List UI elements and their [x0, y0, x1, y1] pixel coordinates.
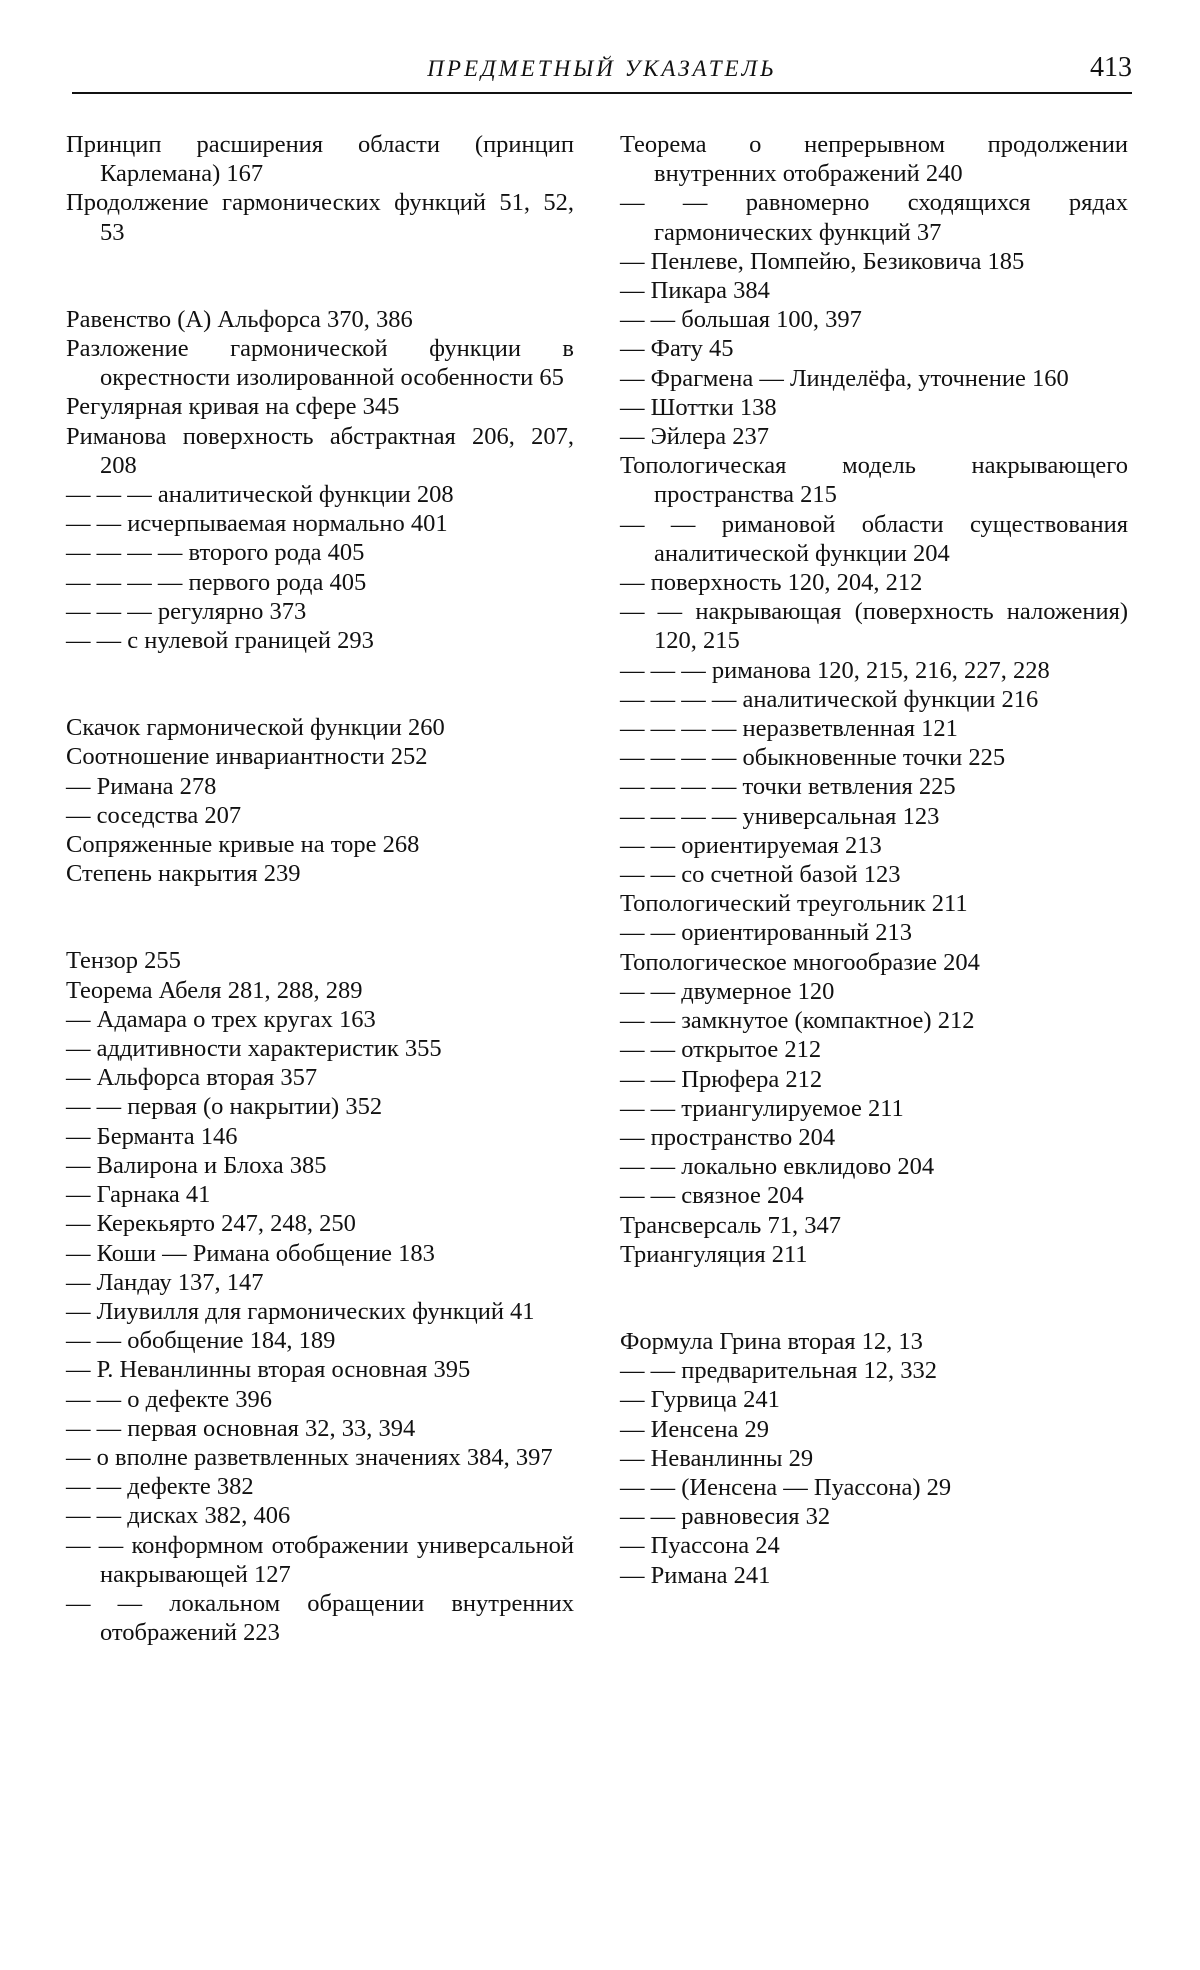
index-entry: Разложение гармонической функции в окрестности изолированной особенности 65: [66, 335, 574, 392]
index-entry: Топологическое многообразие 204: [620, 948, 980, 976]
index-entry: — — со счетной базой 123: [620, 861, 901, 889]
index-entry: Степень накрытия 239: [66, 860, 301, 888]
index-entry: — — ориентируемая 213: [620, 831, 882, 859]
index-entry: Принцип расширения области (принцип Карлемана) 167: [66, 131, 574, 188]
index-entry: — — — — универсальная 123: [620, 802, 940, 830]
index-entry: — — — — точки ветвления 225: [620, 773, 956, 801]
index-entry: — Римана 278: [66, 772, 217, 800]
index-entry: Топологический треугольник 211: [620, 890, 968, 918]
index-entry: Тензор 255: [66, 947, 181, 975]
header-rule: [72, 92, 1132, 94]
index-entry: — Ландау 137, 147: [66, 1268, 264, 1296]
index-entry: Равенство (А) Альфорса 370, 386: [66, 305, 413, 333]
index-entry: — — конформном отображении универсальной накрывающей 127: [66, 1531, 574, 1588]
index-entry: Топологическая модель накрывающего пространства 215: [620, 452, 1128, 509]
index-entry: — — открытое 212: [620, 1036, 822, 1064]
index-entry: — Альфорса вторая 357: [66, 1064, 318, 1092]
index-entry: Триангуляция 211: [620, 1240, 808, 1268]
index-entry: — — ориентированный 213: [620, 919, 912, 947]
index-entry: — — дефекте 382: [66, 1473, 254, 1501]
index-entry: — Лиувилля для гармонических функций 41: [66, 1297, 535, 1325]
index-entry: — — — — обыкновенные точки 225: [620, 744, 1006, 772]
index-entry: — — — — первого рода 405: [66, 568, 367, 596]
index-entry: Продолжение гармонических функций 51, 52, 53: [66, 189, 574, 246]
index-entry: — Иенсена 29: [620, 1415, 769, 1443]
running-head: ПРЕДМЕТНЫЙ УКАЗАТЕЛЬ: [427, 56, 777, 81]
index-entry: Риманова поверхность абстрактная 206, 207, 208: [66, 422, 574, 479]
index-entry: Сопряженные кривые на торе 268: [66, 831, 420, 859]
index-entry: — — предварительная 12, 332: [620, 1357, 937, 1385]
index-entry: — Гарнака 41: [66, 1181, 211, 1209]
index-entry: Трансверсаль 71, 347: [620, 1211, 841, 1239]
index-entry: — — первая (о накрытии) 352: [66, 1093, 383, 1121]
index-entry: — пространство 204: [620, 1123, 836, 1151]
index-entry: — — дисках 382, 406: [66, 1502, 291, 1530]
index-entry: Соотношение инвариантности 252: [66, 743, 428, 771]
index-entry: — — римановой области существования аналитической функции 204: [620, 510, 1128, 567]
index-entry: — — — аналитической функции 208: [66, 481, 454, 509]
index-entry: — — — — второго рода 405: [66, 539, 365, 567]
page-number: 413: [1090, 52, 1132, 83]
index-entry: Скачок гармонической функции 260: [66, 714, 445, 742]
index-entry: — Пуассона 24: [620, 1532, 780, 1560]
index-entry: — — о дефекте 396: [66, 1385, 273, 1413]
index-entry: — — (Иенсена — Пуассона) 29: [620, 1473, 952, 1501]
section-gap: [66, 247, 574, 305]
index-entry: — Шоттки 138: [620, 393, 777, 421]
index-entry: — Керекьярто 247, 248, 250: [66, 1210, 356, 1238]
index-entry: — о вполне разветвленных значениях 384, 397: [66, 1443, 553, 1471]
index-entry: Теорема о непрерывном продолжении внутренних отображений 240: [620, 131, 1128, 188]
index-entry: — — — — неразветвленная 121: [620, 715, 958, 743]
index-entry: — Адамара о трех кругах 163: [66, 1005, 376, 1033]
index-entry: — — — риманова 120, 215, 216, 227, 228: [620, 656, 1050, 684]
index-column-left: [66, 130, 574, 1647]
index-entry: — — первая основная 32, 33, 394: [66, 1414, 416, 1442]
index-entry: — Коши — Римана обобщение 183: [66, 1239, 435, 1267]
index-entry: — поверхность 120, 204, 212: [620, 569, 923, 597]
index-entry: Теорема Абеля 281, 288, 289: [66, 976, 363, 1004]
index-entry: — — большая 100, 397: [620, 306, 862, 334]
index-entry: — Фрагмена — Линделёфа, уточнение 160: [620, 364, 1069, 392]
index-column-right: [620, 130, 1128, 1590]
index-entry: — — локально евклидово 204: [620, 1153, 935, 1181]
index-entry: — аддитивности характеристик 355: [66, 1035, 442, 1063]
index-entry: — — триангулируемое 211: [620, 1094, 904, 1122]
index-entry: — — равномерно сходящихся рядах гармонических функций 37: [620, 189, 1128, 246]
index-entry: — Эйлера 237: [620, 423, 770, 451]
index-entry: Формула Грина вторая 12, 13: [620, 1327, 923, 1355]
index-entry: — — накрывающая (поверхность наложения) 120, 215: [620, 598, 1128, 655]
index-entry: — — двумерное 120: [620, 977, 835, 1005]
index-entry: — — Прюфера 212: [620, 1065, 823, 1093]
section-gap: [66, 888, 574, 946]
index-entry: — — обобщение 184, 189: [66, 1327, 336, 1355]
index-entry: — — связное 204: [620, 1182, 804, 1210]
section-gap: [66, 655, 574, 713]
index-entry: — — с нулевой границей 293: [66, 627, 374, 655]
index-entry: — Берманта 146: [66, 1122, 238, 1150]
index-entry: — — — регулярно 373: [66, 597, 307, 625]
index-entry: Регулярная кривая на сфере 345: [66, 393, 400, 421]
index-entry: — Валирона и Блоха 385: [66, 1151, 327, 1179]
index-entry: — Неванлинны 29: [620, 1444, 814, 1472]
index-entry: — — — — аналитической функции 216: [620, 685, 1039, 713]
index-entry: — Гурвица 241: [620, 1386, 780, 1414]
index-entry: — Р. Неванлинны вторая основная 395: [66, 1356, 471, 1384]
index-entry: — — равновесия 32: [620, 1503, 831, 1531]
index-entry: — Пикара 384: [620, 277, 770, 305]
index-entry: — — исчерпываемая нормально 401: [66, 510, 448, 538]
section-gap: [620, 1269, 1128, 1327]
index-entry: — Пенлеве, Помпейю, Безиковича 185: [620, 247, 1025, 275]
index-entry: — — локальном обращении внутренних отображений 223: [66, 1589, 574, 1647]
page-header: [72, 52, 1132, 92]
index-entry: — — замкнутое (компактное) 212: [620, 1007, 975, 1035]
index-entry: — Римана 241: [620, 1561, 771, 1589]
index-entry: — соседства 207: [66, 801, 242, 829]
index-entry: — Фату 45: [620, 335, 734, 363]
